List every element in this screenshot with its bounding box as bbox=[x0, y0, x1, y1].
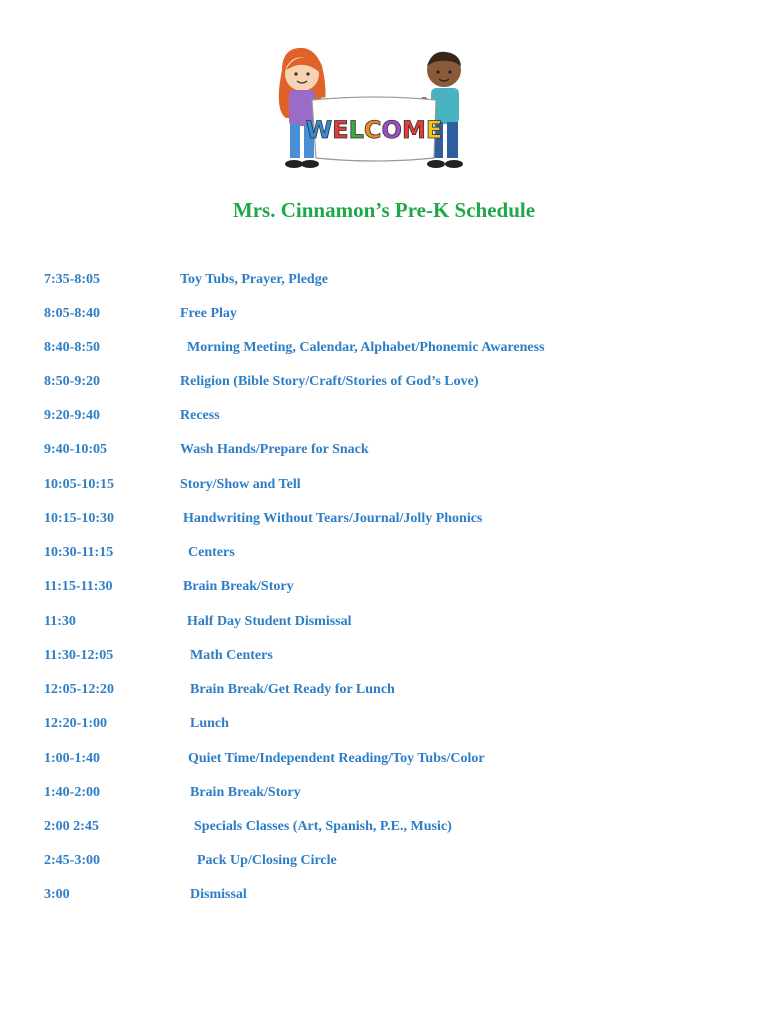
schedule-activity: Math Centers bbox=[190, 648, 273, 663]
schedule-activity: Free Play bbox=[180, 306, 237, 321]
schedule-row bbox=[0, 543, 768, 567]
schedule-activity: Brain Break/Get Ready for Lunch bbox=[190, 682, 395, 697]
schedule-activity: Specials Classes (Art, Spanish, P.E., Music) bbox=[194, 819, 452, 834]
schedule-time: 8:50-9:20 bbox=[44, 374, 100, 389]
schedule-row bbox=[0, 612, 768, 636]
schedule-activity: Pack Up/Closing Circle bbox=[197, 853, 337, 868]
schedule-activity: Brain Break/Story bbox=[190, 785, 301, 800]
schedule-row bbox=[0, 440, 768, 464]
schedule-time: 10:15-10:30 bbox=[44, 511, 114, 526]
schedule-activity: Story/Show and Tell bbox=[180, 477, 301, 492]
schedule-row bbox=[0, 783, 768, 807]
schedule-time: 7:35-8:05 bbox=[44, 272, 100, 287]
schedule-row bbox=[0, 475, 768, 499]
schedule-time: 1:00-1:40 bbox=[44, 751, 100, 766]
schedule-activity: Lunch bbox=[190, 716, 229, 731]
schedule-row bbox=[0, 338, 768, 362]
schedule-row bbox=[0, 885, 768, 909]
schedule-activity: Dismissal bbox=[190, 887, 247, 902]
schedule-activity: Wash Hands/Prepare for Snack bbox=[180, 442, 369, 457]
schedule-row bbox=[0, 577, 768, 601]
schedule-time: 10:05-10:15 bbox=[44, 477, 114, 492]
schedule-time: 9:40-10:05 bbox=[44, 442, 107, 457]
schedule-activity: Quiet Time/Independent Reading/Toy Tubs/Color bbox=[188, 751, 485, 766]
schedule-activity: Centers bbox=[188, 545, 235, 560]
schedule-time: 2:45-3:00 bbox=[44, 853, 100, 868]
schedule-row bbox=[0, 406, 768, 430]
schedule-activity: Recess bbox=[180, 408, 220, 423]
schedule-time: 3:00 bbox=[44, 887, 70, 902]
schedule-row bbox=[0, 680, 768, 704]
schedule-time: 11:30-12:05 bbox=[44, 648, 114, 663]
schedule-row bbox=[0, 270, 768, 294]
schedule-activity: Half Day Student Dismissal bbox=[187, 614, 352, 629]
schedule-row bbox=[0, 714, 768, 738]
schedule-time: 8:40-8:50 bbox=[44, 340, 100, 355]
schedule-row bbox=[0, 304, 768, 328]
schedule-time: 1:40-2:00 bbox=[44, 785, 100, 800]
schedule-time: 11:15-11:30 bbox=[44, 579, 113, 594]
schedule-time: 12:20-1:00 bbox=[44, 716, 107, 731]
schedule-time: 9:20-9:40 bbox=[44, 408, 100, 423]
schedule-activity: Toy Tubs, Prayer, Pledge bbox=[180, 272, 328, 287]
schedule-activity: Morning Meeting, Calendar, Alphabet/Phonemic Awareness bbox=[187, 340, 545, 355]
schedule-time: 2:00 2:45 bbox=[44, 819, 99, 834]
schedule-activity: Brain Break/Story bbox=[183, 579, 294, 594]
schedule-row bbox=[0, 509, 768, 533]
schedule-time: 12:05-12:20 bbox=[44, 682, 114, 697]
schedule-row bbox=[0, 851, 768, 875]
welcome-banner-text: WELCOME bbox=[305, 116, 443, 144]
schedule-time: 8:05-8:40 bbox=[44, 306, 100, 321]
schedule-time: 10:30-11:15 bbox=[44, 545, 114, 560]
schedule-activity: Handwriting Without Tears/Journal/Jolly Phonics bbox=[183, 511, 483, 526]
schedule-activity: Religion (Bible Story/Craft/Stories of God’s Love) bbox=[180, 374, 479, 389]
schedule-row bbox=[0, 372, 768, 396]
schedule-row bbox=[0, 749, 768, 773]
schedule-row bbox=[0, 817, 768, 841]
schedule-row bbox=[0, 646, 768, 670]
page-title: Mrs. Cinnamon’s Pre-K Schedule bbox=[232, 198, 536, 222]
schedule-time: 11:30 bbox=[44, 614, 76, 629]
